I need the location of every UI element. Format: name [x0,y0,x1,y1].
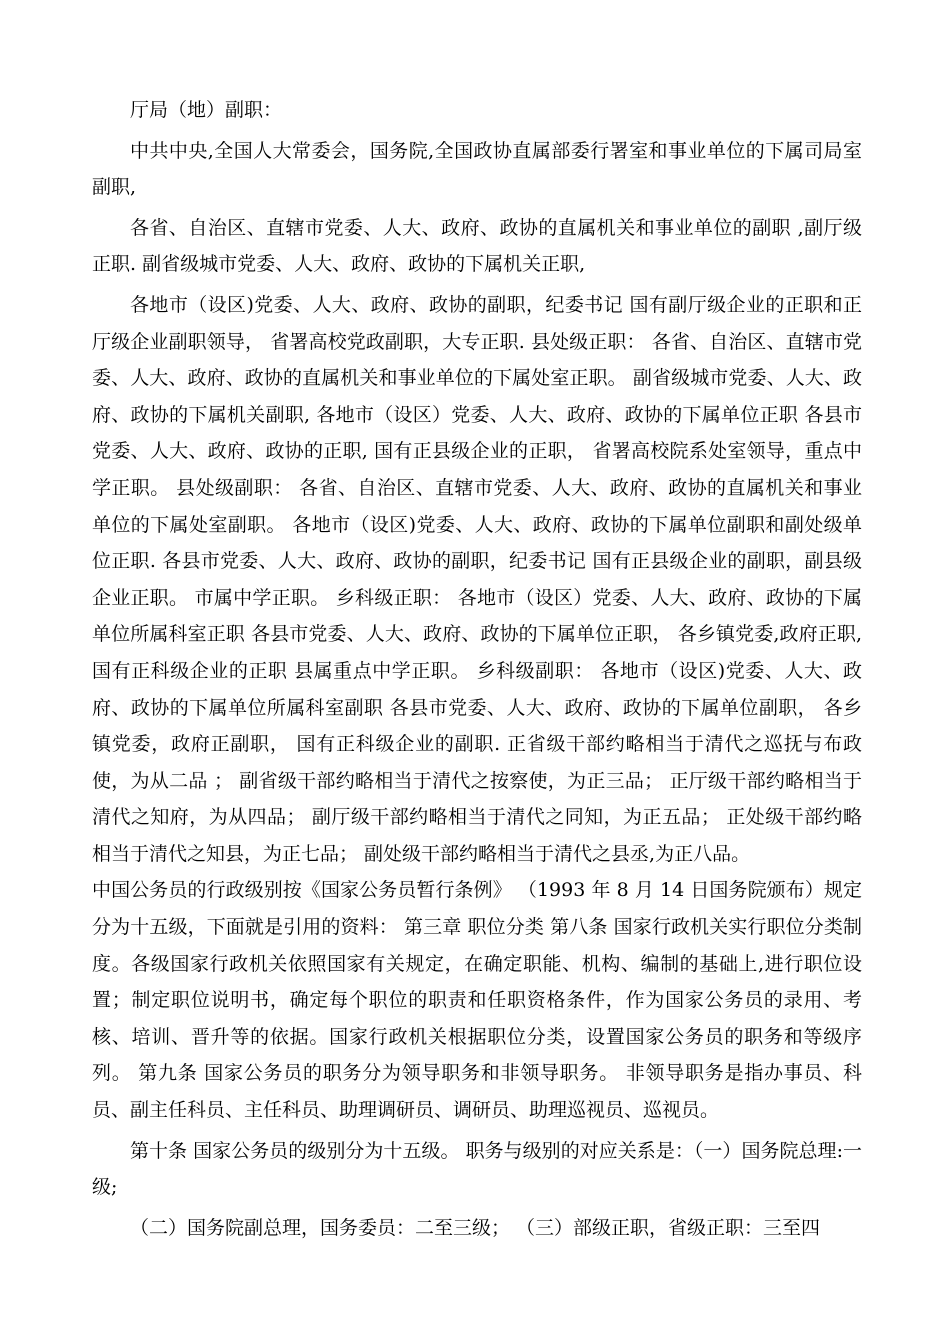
paragraph-1: 厅局（地）副职： [130,99,283,121]
paragraph-4: 各地市（设区)党委、人大、政府、政协的副职，纪委书记 国有副厅级企业的正职和正厅级企业副职领导， 省署高校党政副职，大专正职. 县处级正职： 各省、自治区、直辖市党委、人大、政府、政协的直属机关和事业单位的下属处室正职。 副省级城市党委、人大、政府、政协的下属机关副职, 各地市（设区）党委、人大、政府、政协的下属单位正职 各县市党委、人大、政府、政协的正职, 国有正县级企业的正职， 省署高校院系处室领导，重点中学正职。 县处级副职： 各省、自治区、直辖市党委、人大、政府、政协的直属机关和事业单位的下属处室副职。 各地市（设区)党委、人大、政府、政协的下属单位副职和副处级单位正职. 各县市党委、人大、政府、政协的副职，纪委书记 国有正县级企业的副职，副县级企业正职。 市属中学正职。 乡科级正职： 各地市（设区）党委、人大、政府、政协的下属单位所属科室正职 各县市党委、人大、政府、政协的下属单位正职， 各乡镇党委,政府正职, 国有正科级企业的正职 县属重点中学正职。 乡科级副职： 各地市（设区)党委、人大、政府、政协的下属单位所属科室副职 各县市党委、人大、政府、政协的下属单位副职， 各乡镇党委，政府正副职， 国有正科级企业的副职. 正省级干部约略相当于清代之巡抚与布政使，为从二品 ； 副省级干部约略相当于清代之按察使，为正三品； 正厅级干部约略相当于清代之知府，为从四品； 副厅级干部约略相当于清代之同知，为正五品； 正处级干部约略相当于清代之知县，为正七品； 副处级干部约略相当于清代之县丞,为正八品。 [92,293,862,865]
document-body [92,92,862,1246]
paragraph-5: 中国公务员的行政级别按《国家公务员暂行条例》 （1993 年 8 月 14 日国务院颁布）规定分为十五级，下面就是引用的资料： 第三章 职位分类 第八条 国家行政机关实行职位分类制度。各级国家行政机关依照国家有关规定，在确定职能、机构、编制的基础上,进行职位设置；制定职位说明书，确定每个职位的职责和任职资格条件，作为国家公务员的录用、考核、培训、晋升等的依据。国家行政机关根据职位分类，设置国家公务员的职务和等级序列。 第九条 国家公务员的职务分为领导职务和非领导职务。 非领导职务是指办事员、科员、副主任科员、主任科员、助理调研员、调研员、助理巡视员、巡视员。 [92,879,862,1122]
paragraph-7: （二）国务院副总理，国务委员：二至三级； （三）部级正职，省级正职：三至四 [130,1216,821,1239]
paragraph-3: 各省、自治区、直辖市党委、人大、政府、政协的直属机关和事业单位的副职 ,副厅级正职. 副省级城市党委、人大、政府、政协的下属机关正职, [92,216,862,276]
paragraph-6: 第十条 国家公务员的级别分为十五级。 职务与级别的对应关系是：（一）国务院总理:一级; [92,1139,862,1199]
paragraph-2: 中共中央,全国人大常委会，国务院,全国政协直属部委行署室和事业单位的下属司局室副职, [92,139,862,199]
